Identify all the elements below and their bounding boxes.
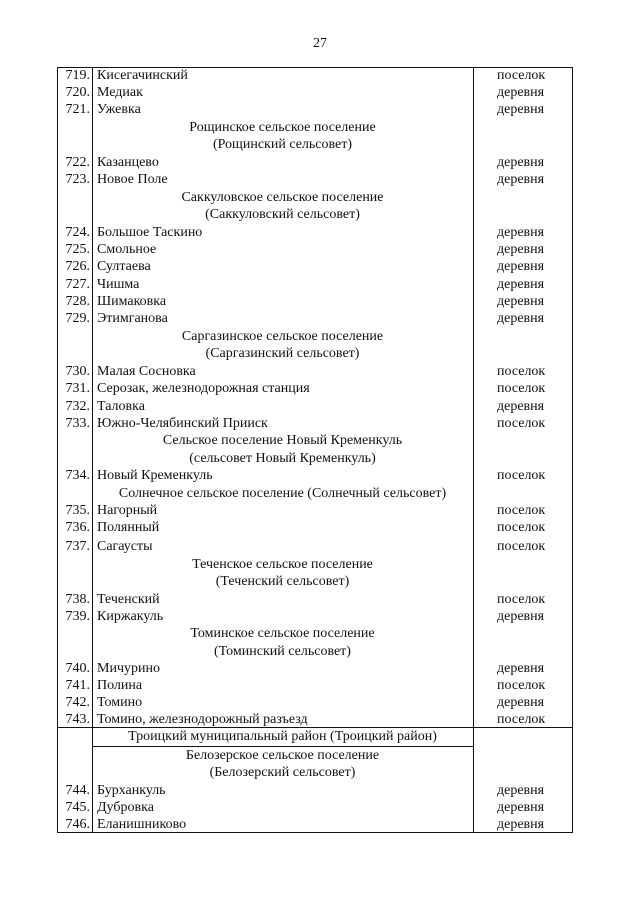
row-number: 732. [65,399,90,414]
settlement-name: Кисегачинский [97,68,188,83]
settlement-name: Серозак, железнодорожная станция [97,381,310,396]
settlement-type: деревня [497,277,545,292]
settlement-name: Смольное [97,242,157,257]
section-title: (сельсовет Новый Кременкуль) [189,451,376,466]
section-title: Томинское сельское поселение [190,626,375,641]
row-number: 736. [65,520,90,535]
settlement-type: деревня [497,294,545,309]
settlement-type: деревня [497,102,545,117]
table-row [57,171,573,188]
settlement-name: Томино [97,695,143,710]
settlement-type: деревня [497,155,545,170]
settlement-type: деревня [497,259,545,274]
row-number: 734. [65,468,90,483]
table-row [57,398,573,415]
settlement-type: деревня [497,172,545,187]
section-title: Белозерское сельское поселение [185,748,380,763]
section-title: (Саргазинский сельсовет) [205,346,360,361]
table-row [57,467,573,484]
settlement-name: Казанцево [97,155,159,170]
table-row [57,380,573,397]
row-number: 724. [65,225,90,240]
row-number: 728. [65,294,90,309]
settlement-name: Дубровка [97,800,154,815]
settlement-type: поселок [497,539,546,554]
section-header-row [57,573,573,590]
district-header-row [57,728,573,745]
section-header-row [57,136,573,153]
settlement-name: Сагаусты [97,539,153,554]
settlement-name: Новый Кременкуль [97,468,213,483]
row-number: 745. [65,800,90,815]
settlement-name: Полянный [97,520,160,535]
settlement-type: деревня [497,817,545,832]
section-title: (Теченский сельсовет) [215,574,350,589]
table-row [57,799,573,816]
settlement-name: Этимганова [97,311,168,326]
settlement-type: деревня [497,783,545,798]
settlement-type: деревня [497,225,545,240]
section-header-row [57,643,573,660]
row-number: 741. [65,678,90,693]
table-row [57,538,573,555]
settlement-type: поселок [497,520,546,535]
settlement-name: Полина [97,678,143,693]
settlement-type: деревня [497,242,545,257]
section-title: (Белозерский сельсовет) [209,765,356,780]
settlement-type: поселок [497,68,546,83]
settlement-name: Султаева [97,259,151,274]
row-number: 743. [65,712,90,727]
table-row [57,84,573,101]
table-row [57,67,573,84]
row-number: 721. [65,102,90,117]
settlement-name: Чишма [97,277,140,292]
settlement-type: поселок [497,503,546,518]
row-number: 727. [65,277,90,292]
table-row [57,591,573,608]
settlement-name: Теченский [97,592,160,607]
section-header-row [57,432,573,449]
row-number: 731. [65,381,90,396]
section-header-row [57,119,573,136]
section-header-row [57,485,573,502]
section-header-row [57,625,573,642]
table-row [57,154,573,171]
section-title: (Саккуловский сельсовет) [205,207,360,222]
district-title: Троицкий муниципальный район (Троицкий район) [128,729,437,744]
settlement-name: Томино, железнодорожный разъезд [97,712,308,727]
section-header-row [57,764,573,781]
section-header-row [57,328,573,345]
settlement-type: поселок [497,468,546,483]
settlement-name: Малая Сосновка [97,364,196,379]
row-number: 730. [65,364,90,379]
row-number: 733. [65,416,90,431]
section-title: (Рощинский сельсовет) [212,137,353,152]
row-number: 738. [65,592,90,607]
table-row [57,502,573,519]
section-title: Солнечное сельское поселение (Солнечный сельсовет) [118,486,447,501]
table-row [57,782,573,799]
settlement-type: поселок [497,381,546,396]
table-row [57,241,573,258]
page-number: 27 [313,36,327,51]
row-number: 746. [65,817,90,832]
row-number: 726. [65,259,90,274]
settlement-type: поселок [497,364,546,379]
settlement-name: Новое Поле [97,172,168,187]
settlement-type: деревня [497,85,545,100]
table-row [57,310,573,327]
settlement-type: поселок [497,712,546,727]
table-row [57,660,573,677]
settlement-type: деревня [497,800,545,815]
table-row [57,258,573,275]
settlement-name: Ужевка [97,102,141,117]
section-header-row [57,450,573,467]
settlement-name: Медиак [97,85,143,100]
section-header-row [57,747,573,764]
row-number: 742. [65,695,90,710]
settlement-name: Шимаковка [97,294,167,309]
row-number: 729. [65,311,90,326]
row-number: 719. [65,68,90,83]
row-number: 735. [65,503,90,518]
table-row [57,711,573,728]
table-row [57,608,573,625]
settlement-name: Киржакуль [97,609,164,624]
row-number: 740. [65,661,90,676]
row-number: 739. [65,609,90,624]
section-title: Теченское сельское поселение [192,557,373,572]
settlement-type: поселок [497,592,546,607]
settlement-type: деревня [497,695,545,710]
section-header-row [57,345,573,362]
section-title: Саргазинское сельское поселение [181,329,384,344]
section-title: Рощинское сельское поселение [189,120,376,135]
table-row [57,415,573,432]
table-row [57,101,573,118]
table-row [57,694,573,711]
settlement-name: Южно-Челябинский Прииск [97,416,268,431]
row-number: 720. [65,85,90,100]
settlement-name: Мичурино [97,661,160,676]
row-number: 723. [65,172,90,187]
table-row [57,293,573,310]
table-row [57,276,573,293]
section-title: Саккуловское сельское поселение [181,190,384,205]
section-header-row [57,189,573,206]
settlement-type: поселок [497,678,546,693]
row-number: 737. [65,539,90,554]
section-header-row [57,556,573,573]
settlement-type: деревня [497,399,545,414]
settlement-name: Бурханкуль [97,783,166,798]
section-title: Сельское поселение Новый Кременкуль [162,433,403,448]
settlement-type: деревня [497,609,545,624]
table-row [57,816,573,833]
settlement-name: Таловка [97,399,145,414]
row-number: 744. [65,783,90,798]
table-row [57,224,573,241]
settlement-type: деревня [497,661,545,676]
settlement-type: деревня [497,311,545,326]
section-header-row [57,206,573,223]
settlement-name: Еланишниково [97,817,187,832]
table-row [57,677,573,694]
row-number: 725. [65,242,90,257]
settlement-type: поселок [497,416,546,431]
table-row [57,519,573,536]
row-number: 722. [65,155,90,170]
section-title: (Томинский сельсовет) [214,644,351,659]
settlement-name: Нагорный [97,503,158,518]
table-row [57,363,573,380]
settlement-name: Большое Таскино [97,225,203,240]
